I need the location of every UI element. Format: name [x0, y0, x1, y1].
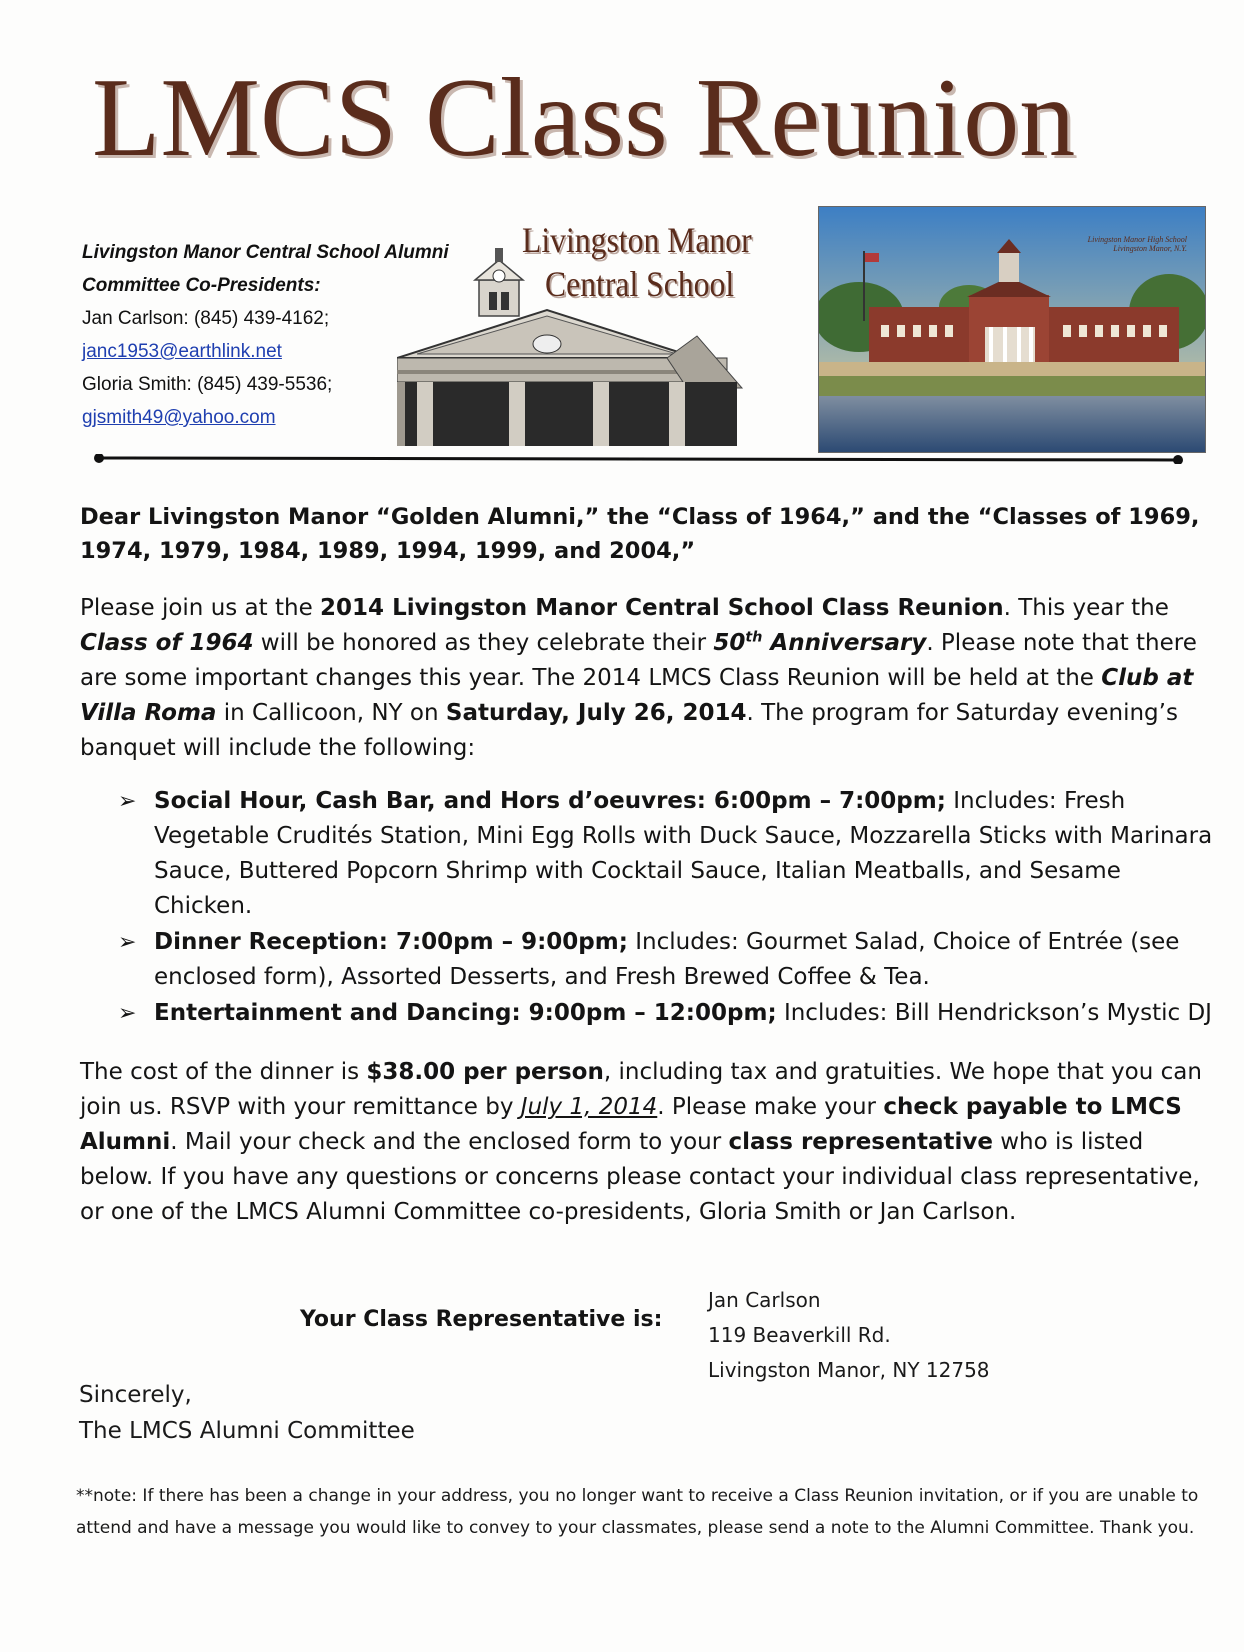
email-link-jan[interactable]: janc1953@earthlink.net	[82, 341, 282, 362]
representative-label: Your Class Representative is:	[300, 1307, 663, 1332]
intro-venue: Club at Villa Roma	[80, 665, 1194, 726]
intro-text-6: . The program for Saturday evening’s banquet will include the following:	[80, 700, 1178, 761]
logo-line2: Central School	[545, 264, 735, 304]
intro-anniversary-number: 50	[713, 630, 746, 656]
footnote: **note: If there has been a change in your address, you no longer want to receive a Class Reunion invitation, or if you are unable to attend and have a message you would like to convey to your classmates, please send a note to the Alumni Committee. Thank you.	[76, 1486, 1199, 1538]
intro-anniversary-word: Anniversary	[762, 630, 927, 656]
program-item-details: Includes: Fresh Vegetable Crudités Station, Mini Egg Rolls with Duck Sauce, Mozzarella Sticks with Marinara Sauce, Buttered Popcorn Shrimp with Cocktail Sauce, Italian Meatballs, and Sesame Chicken.	[154, 788, 1213, 919]
school-logo	[397, 218, 777, 446]
logo-line1: Livingston Manor	[522, 220, 752, 260]
cost-paragraph	[80, 1055, 1210, 1230]
cost-text-2: , including tax and gratuities. We hope that you can join us. RSVP with your remittance by	[80, 1059, 1202, 1120]
closing-signature: The LMCS Alumni Committee	[79, 1418, 415, 1444]
program-item-title: Dinner Reception: 7:00pm – 9:00pm;	[154, 929, 628, 955]
postcard-caption-line1: Livingston Manor High School	[1087, 235, 1187, 244]
closing	[79, 1377, 415, 1449]
program-item	[118, 925, 1218, 995]
program-item-title: Entertainment and Dancing: 9:00pm – 12:00pm;	[154, 1000, 777, 1026]
postcard-caption	[1047, 235, 1187, 253]
page-title: LMCS Class Reunion	[92, 56, 1076, 180]
representative-street: 119 Beaverkill Rd.	[708, 1323, 891, 1347]
cost-text-5: who is listed below. If you have any questions or concerns please contact your individual class representative, or one of the LMCS Alumni Committee co-presidents, Gloria Smith or Jan Carlson.	[80, 1129, 1200, 1225]
postcard-caption-line2: Livingston Manor, N.Y.	[1113, 244, 1187, 253]
program-item	[118, 784, 1218, 924]
program-item-details: Includes: Bill Hendrickson’s Mystic DJ	[776, 1000, 1212, 1026]
intro-class-1964: Class of 1964	[80, 630, 254, 656]
representative-name: Jan Carlson	[708, 1288, 821, 1312]
intro-text-2: . This year the	[1003, 595, 1169, 621]
intro-anniversary-suffix: th	[745, 629, 763, 646]
class-representative-term: class representative	[728, 1129, 993, 1155]
representative-address	[708, 1283, 990, 1388]
committee-heading-line2: Committee Co-Presidents:	[82, 275, 321, 296]
closing-sincerely: Sincerely,	[79, 1382, 192, 1408]
school-logo-text	[397, 218, 777, 306]
intro-text-3: will be honored as they celebrate their	[253, 630, 714, 656]
salutation: Dear Livingston Manor “Golden Alumni,” the “Class of 1964,” and the “Classes of 1969, 1974, 1979, 1984, 1989, 1994, 1999, and 2004,”	[80, 504, 1200, 564]
email-link-gloria[interactable]: gjsmith49@yahoo.com	[82, 407, 276, 428]
intro-event-name: 2014 Livingston Manor Central School Class Reunion	[320, 595, 1004, 621]
contact-gloria-smith: Gloria Smith: (845) 439-5536;	[82, 374, 333, 395]
cost-text-3: . Please make your	[657, 1094, 884, 1120]
intro-paragraph	[80, 591, 1210, 766]
arrow-bullet-icon: ➢	[118, 930, 137, 955]
cost-text-4: . Mail your check and the enclosed form to your	[170, 1129, 729, 1155]
school-postcard-photo	[818, 206, 1206, 453]
intro-date: Saturday, July 26, 2014	[445, 700, 747, 726]
intro-text-5: in Callicoon, NY on	[216, 700, 446, 726]
committee-heading-line1: Livingston Manor Central School Alumni	[82, 242, 449, 263]
intro-text-1: Please join us at the	[80, 595, 321, 621]
program-item	[118, 996, 1218, 1031]
representative-city: Livingston Manor, NY 12758	[708, 1358, 990, 1382]
arrow-bullet-icon: ➢	[118, 789, 137, 814]
cost-price: $38.00 per person	[366, 1059, 604, 1085]
intro-text-4: . Please note that there are some important changes this year. The 2014 LMCS Class Reunion will be held at the	[80, 630, 1197, 691]
cost-text-1: The cost of the dinner is	[80, 1059, 367, 1085]
contact-jan-carlson: Jan Carlson: (845) 439-4162;	[82, 308, 330, 329]
program-item-details: Includes: Gourmet Salad, Choice of Entrée (see enclosed form), Assorted Desserts, and Fresh Brewed Coffee & Tea.	[154, 929, 1180, 990]
arrow-bullet-icon: ➢	[118, 1001, 137, 1026]
rsvp-deadline: July 1, 2014	[520, 1094, 658, 1120]
program-list	[118, 784, 1218, 1032]
check-payable: check payable to LMCS Alumni	[80, 1094, 1182, 1155]
section-divider	[94, 454, 1184, 464]
program-item-title: Social Hour, Cash Bar, and Hors d’oeuvres: 6:00pm – 7:00pm;	[154, 788, 946, 814]
